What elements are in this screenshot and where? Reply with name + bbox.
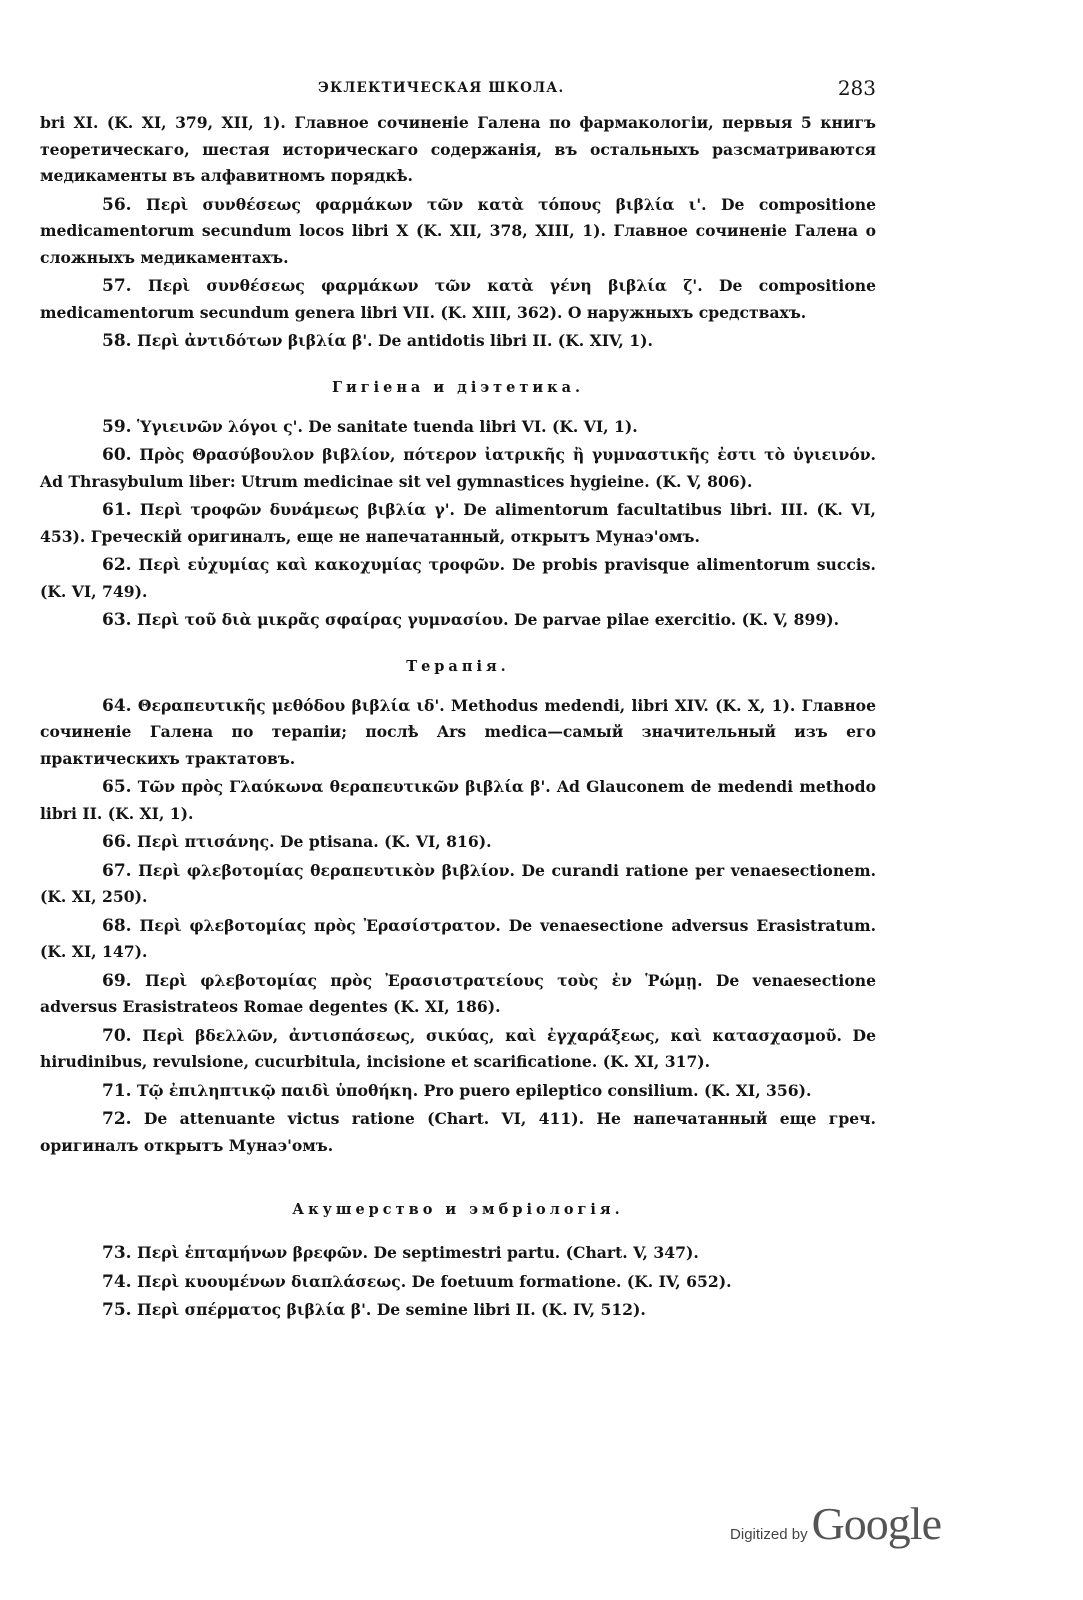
entry-number: 60. xyxy=(102,445,132,465)
entry-number: 72. xyxy=(102,1109,132,1129)
bibliography-entry xyxy=(40,192,876,272)
bibliography-entry xyxy=(40,607,876,634)
entry-text: Περὶ συνθέσεως φαρμάκων τῶν κατὰ τόπους βιβλία ι'. De compositione medicamentorum secundum locos libri X (K. XII, 378, XIII, 1). Главное сочиненіе Галена о сложныхъ медикаментахъ. xyxy=(40,194,877,267)
entry-text: Τῷ ἐπιληπτικῷ παιδὶ ὑποθήκη. Pro puero epileptico consilium. (K. XI, 356). xyxy=(137,1080,812,1100)
page-header xyxy=(40,70,876,110)
bibliography-entry xyxy=(40,1297,876,1324)
bibliography-entry xyxy=(40,442,876,495)
entry-number: 64. xyxy=(102,695,132,716)
entry-number: 75. xyxy=(102,1300,132,1320)
entry-number: 71. xyxy=(102,1080,132,1101)
google-logo: Google xyxy=(811,1498,941,1549)
digitized-by-label: Digitized by xyxy=(730,1526,808,1543)
entries-hygiene xyxy=(40,414,876,634)
bibliography-entry xyxy=(40,693,876,773)
entry-text: De attenuante victus ratione (Chart. VI, 411). Не напечатанный еще греч. оригиналъ открытъ Мунаэ'омъ. xyxy=(40,1109,876,1155)
entry-number: 73. xyxy=(102,1243,132,1263)
bibliography-entry xyxy=(40,273,876,326)
section-heading-hygiene: Гигіена и діэтетика. xyxy=(331,378,585,396)
entry-text: Θεραπευτικῆς μεθόδου βιβλία ιδ'. Methodus medendi, libri XIV. (K. X, 1). Главное сочиненіе Галена по терапіи; послѣ Ars medica—самый значительный изъ его практическихъ трактатовъ. xyxy=(40,695,876,768)
page-number: 283 xyxy=(837,76,876,100)
entry-number: 61. xyxy=(102,500,132,520)
entry-text: Περὶ τροφῶν δυνάμεως βιβλία γ'. De alimentorum facultatibus libri. III. (K. VI, 453). Греческій оригиналъ, еще не напечатанный, открытъ Мунаэ'омъ. xyxy=(40,500,876,546)
entry-text: Ὑγιεινῶν λόγοι ς'. De sanitate tuenda libri VI. (K. VI, 1). xyxy=(137,416,638,436)
entry-number: 70. xyxy=(102,1025,132,1046)
entry-text: Περὶ βδελλῶν, ἀντισπάσεως, σικύας, καὶ ἐγχαράξεως, καὶ κατασχασμοῦ. De hirudinibus, revulsione, cucurbitula, incisione et scarificatione. (K. XI, 317). xyxy=(40,1025,876,1071)
entry-text: Περὶ φλεβοτομίας πρὸς Ἐρασιστρατείους τοὺς ἐν Ῥώμῃ. De venaesectione adversus Erasistrateos Romae degentes (K. XI, 186). xyxy=(40,970,876,1016)
entry-number: 59. xyxy=(102,416,132,437)
entry-number: 65. xyxy=(102,777,132,797)
bibliography-entry xyxy=(40,328,876,355)
entry-text: Περὶ κυουμένων διαπλάσεως. De foetuum formatione. (K. IV, 652). xyxy=(137,1271,732,1291)
bibliography-entry xyxy=(40,1269,876,1296)
digitized-watermark xyxy=(730,1497,941,1550)
bibliography-entry xyxy=(40,858,876,911)
entry-text: Περὶ φλεβοτομίας θεραπευτικὸν βιβλίον. De curandi ratione per venaesectionem. (K. XI, 250). xyxy=(40,860,877,906)
entry-text: Περὶ πτισάνης. De ptisana. (K. VI, 816). xyxy=(137,832,492,851)
bibliography-entry xyxy=(40,829,876,856)
running-title: ЭКЛЕКТИЧЕСКАЯ ШКОЛА. xyxy=(318,80,565,96)
entry-text: Περὶ τοῦ διὰ μικρᾶς σφαίρας γυμνασίου. De parvae pilae exercitio. (K. V, 899). xyxy=(137,610,840,629)
entry-number: 57. xyxy=(102,276,132,296)
bibliography-entry xyxy=(40,1240,876,1267)
bibliography-entry xyxy=(40,968,876,1021)
bibliography-entry xyxy=(40,1078,876,1105)
entry-number: 62. xyxy=(102,555,132,575)
entry-text: Περὶ σπέρματος βιβλία β'. De semine libri II. (K. IV, 512). xyxy=(137,1300,646,1319)
entry-text: Περὶ ἀντιδότων βιβλία β'. De antidotis libri II. (K. XIV, 1). xyxy=(137,331,653,350)
entry-text: Πρὸς Θρασύβουλον βιβλίον, πότερον ἰατρικῆς ἢ γυμναστικῆς ἐστι τὸ ὑγιεινόν. Ad Thrasybulum liber: Utrum medicinae sit vel gymnastices hygieine. (K. V, 806). xyxy=(40,445,876,491)
entry-number: 66. xyxy=(102,832,132,852)
bibliography-entry xyxy=(40,497,876,550)
bibliography-entry xyxy=(40,1023,876,1076)
entry-text: Περὶ ἑπταμήνων βρεφῶν. De septimestri partu. (Chart. V, 347). xyxy=(137,1243,699,1262)
page xyxy=(40,70,876,1324)
entries-obstetrics xyxy=(40,1240,876,1324)
entry-number: 67. xyxy=(102,860,132,881)
entry-number: 74. xyxy=(102,1271,132,1292)
entry-text: Περὶ εὐχυμίας καὶ κακοχυμίας τροφῶν. De probis pravisque alimentorum succis. (K. VI, 749). xyxy=(40,555,876,601)
intro-paragraph: bri XI. (K. XI, 379, XII, 1). Главное сочиненіе Галена по фармакологіи, первыя 5 книгъ теоретическаго, шестая историческаго содержанія, въ остальныхъ разсматриваются медикаменты въ алфавитномъ порядкѣ. xyxy=(40,113,876,185)
entry-number: 56. xyxy=(102,194,132,215)
entry-number: 58. xyxy=(102,331,132,351)
entry-text: Περὶ συνθέσεως φαρμάκων τῶν κατὰ γένη βιβλία ζ'. De compositione medicamentorum secundum genera libri VII. (K. XIII, 362). О наружныхъ средствахъ. xyxy=(40,276,876,322)
bibliography-entry xyxy=(40,1106,876,1159)
bibliography-entry xyxy=(40,552,876,605)
entry-number: 63. xyxy=(102,610,132,630)
entry-number: 69. xyxy=(102,970,132,991)
entry-text: Τῶν πρὸς Γλαύκωνα θεραπευτικῶν βιβλία β'. Ad Glauconem de medendi methodo libri II. (K. XI, 1). xyxy=(40,777,876,823)
bibliography-entry xyxy=(40,414,876,441)
section-heading-obstetrics: Акушерство и эмбріологія. xyxy=(292,1201,624,1218)
section-heading-therapy: Терапія. xyxy=(406,657,510,675)
bibliography-entry xyxy=(40,774,876,827)
entries-therapy xyxy=(40,693,876,1160)
entries-pharmacology xyxy=(40,192,876,355)
bibliography-entry xyxy=(40,913,876,966)
entry-number: 68. xyxy=(102,915,132,936)
entry-text: Περὶ φλεβοτομίας πρὸς Ἐρασίστρατον. De venaesectione adversus Erasistratum. (K. XI, 147). xyxy=(40,915,876,961)
